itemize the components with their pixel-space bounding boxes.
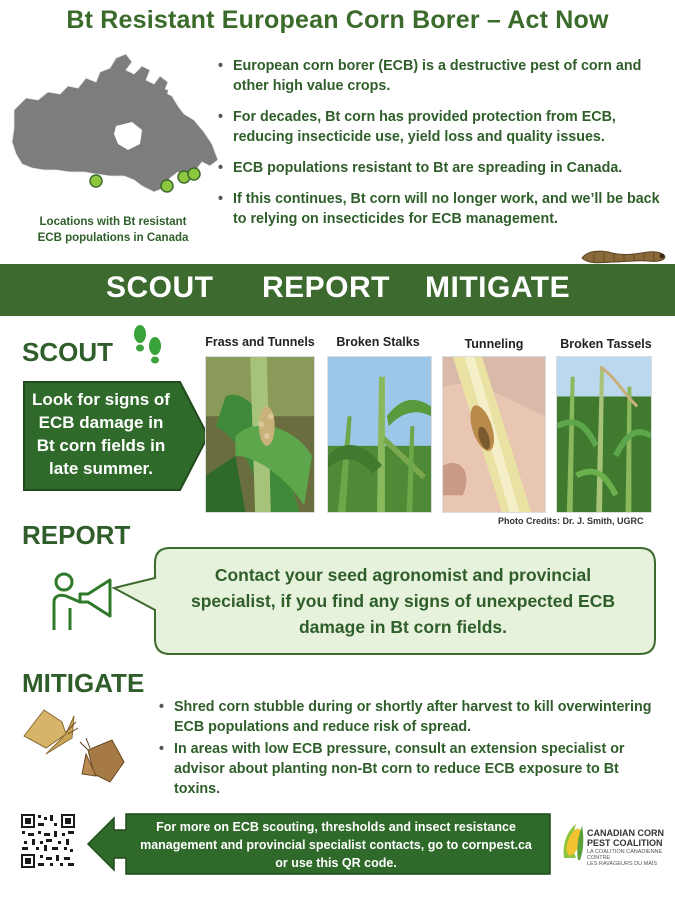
scout-callout-text: [26, 388, 176, 480]
intro-bullet: • European corn borer (ECB) is a destructive pest of corn and other high value crops.: [215, 56, 665, 96]
intro-bullet: • ECB populations resistant to Bt are spreading in Canada.: [215, 158, 665, 178]
logo-subtitle: [587, 849, 675, 867]
scout-callout-line: Bt corn fields in: [36, 436, 166, 455]
intro-bullet: • If this continues, Bt corn will no longer work, and we’ll be back to relying on insecticides for ECB management.: [215, 189, 665, 229]
location-dot-manitoba: [90, 175, 102, 187]
footer-line[interactable]: management and provincial specialist contacts, go to cornpest.ca: [140, 838, 532, 852]
banner-mitigate: MITIGATE: [425, 271, 571, 304]
location-dot-quebec-2: [188, 168, 200, 180]
mitigate-bullet: • Shred corn stubble during or shortly after harvest to kill overwintering ECB populations and reduce risk of spread.: [156, 697, 656, 737]
action-banner: [0, 264, 675, 316]
intro-bullet-list: [215, 56, 665, 240]
report-message-line: Contact your seed agronomist and provincial: [214, 565, 592, 585]
report-message: [168, 562, 638, 640]
scout-callout-line: ECB damage in: [38, 413, 164, 432]
corn-borer-larva-icon: [578, 244, 668, 266]
photo-label: Broken Stalks: [336, 335, 420, 349]
photo-label: Broken Tassels: [560, 337, 652, 351]
logo-line: LA COALITION CANADIENNE CONTRE: [587, 849, 663, 861]
logo-title: [587, 828, 664, 848]
canada-map: [8, 48, 223, 213]
photo-broken-stalks: [327, 356, 432, 513]
footer-line: For more on ECB scouting, thresholds and insect resistance: [156, 820, 516, 834]
footprints-icon: [128, 322, 168, 370]
footer-line: or use this QR code.: [275, 856, 397, 870]
photo-label: Tunneling: [464, 337, 524, 351]
photo-broken-tassels: [556, 356, 652, 513]
mitigate-bullet-list: [156, 697, 656, 801]
map-caption-line: ECB populations in Canada: [37, 232, 189, 244]
scout-callout-line: Look for signs of: [32, 390, 170, 409]
qr-code[interactable]: [20, 813, 76, 869]
report-message-line: damage in Bt corn fields.: [298, 617, 508, 637]
photo-label: Frass and Tunnels: [205, 335, 315, 349]
banner-scout: SCOUT: [106, 271, 214, 304]
logo-line: CANADIAN CORN: [587, 828, 664, 838]
intro-bullet: • For decades, Bt corn has provided protection from ECB, reducing insecticide use, yield loss and quality issues.: [215, 107, 665, 147]
mitigate-heading: MITIGATE: [22, 668, 145, 698]
map-caption: [18, 214, 208, 246]
photo-tunneling: [442, 356, 546, 513]
logo-line: PEST COALITION: [587, 838, 663, 848]
map-caption-line: Locations with Bt resistant: [39, 216, 187, 228]
page-title: Bt Resistant European Corn Borer – Act Now: [66, 6, 609, 34]
report-heading: REPORT: [22, 520, 131, 550]
scout-callout-line: late summer.: [49, 459, 153, 478]
location-dot-ontario: [161, 180, 173, 192]
logo-line: LES RAVAGEURS DU MAÏS: [587, 861, 658, 867]
mitigate-bullet: • In areas with low ECB pressure, consult an extension specialist or advisor about planting non-Bt corn to reduce ECB exposure to Bt toxins.: [156, 739, 656, 799]
photo-frass-and-tunnels: [205, 356, 315, 513]
moths-icon: [16, 704, 136, 794]
footer-message: [124, 818, 548, 872]
corn-coalition-logo-icon: [560, 822, 586, 862]
report-message-line: specialist, if you find any signs of unexpected ECB: [191, 591, 615, 611]
banner-report: REPORT: [262, 271, 391, 304]
scout-heading: SCOUT: [22, 337, 113, 367]
photo-credits: Photo Credits: Dr. J. Smith, UGRC: [498, 516, 644, 526]
